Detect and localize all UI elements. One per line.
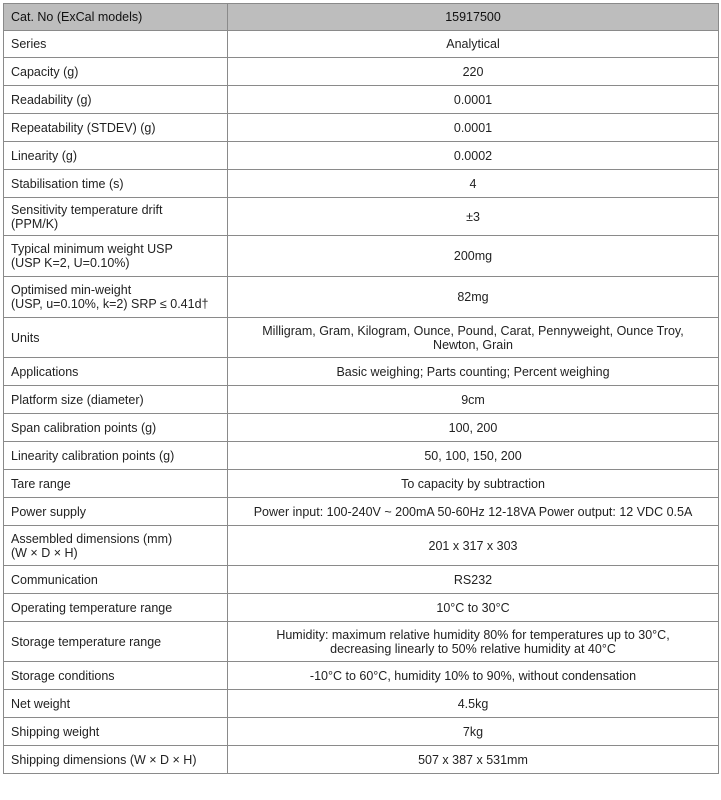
row-value: 200mg	[228, 236, 719, 277]
table-row	[4, 142, 719, 170]
row-value: To capacity by subtraction	[228, 470, 719, 498]
specifications-table	[3, 3, 719, 774]
row-label: Storage temperature range	[4, 622, 228, 662]
row-label: Sensitivity temperature drift (PPM/K)	[4, 198, 228, 236]
row-label: Tare range	[4, 470, 228, 498]
row-label: Units	[4, 318, 228, 358]
row-value: 0.0001	[228, 86, 719, 114]
row-label: Linearity calibration points (g)	[4, 442, 228, 470]
row-label: Applications	[4, 358, 228, 386]
row-label: Capacity (g)	[4, 58, 228, 86]
row-label: Operating temperature range	[4, 594, 228, 622]
table-row	[4, 526, 719, 566]
table-header-row	[4, 4, 719, 31]
row-value: Milligram, Gram, Kilogram, Ounce, Pound, Carat, Pennyweight, Ounce Troy, Newton, Grain	[228, 318, 719, 358]
row-label: Stabilisation time (s)	[4, 170, 228, 198]
row-value: Power input: 100-240V ~ 200mA 50-60Hz 12-18VA Power output: 12 VDC 0.5A	[228, 498, 719, 526]
table-row	[4, 198, 719, 236]
row-value: 50, 100, 150, 200	[228, 442, 719, 470]
row-value: Humidity: maximum relative humidity 80% for temperatures up to 30°C, decreasing linearly to 50% relative humidity at 40°C	[228, 622, 719, 662]
table-row	[4, 718, 719, 746]
row-label: Span calibration points (g)	[4, 414, 228, 442]
row-label: Repeatability (STDEV) (g)	[4, 114, 228, 142]
row-value: 7kg	[228, 718, 719, 746]
header-label-cell: Cat. No (ExCal models)	[4, 4, 228, 31]
row-value: 0.0002	[228, 142, 719, 170]
row-label: Net weight	[4, 690, 228, 718]
row-value: 82mg	[228, 277, 719, 318]
table-row	[4, 358, 719, 386]
row-value: Analytical	[228, 31, 719, 58]
table-row	[4, 170, 719, 198]
row-label: Platform size (diameter)	[4, 386, 228, 414]
row-label: Storage conditions	[4, 662, 228, 690]
table-body	[4, 31, 719, 774]
row-label: Shipping weight	[4, 718, 228, 746]
row-value: 220	[228, 58, 719, 86]
row-value: 10°C to 30°C	[228, 594, 719, 622]
row-value: 4.5kg	[228, 690, 719, 718]
table-row	[4, 386, 719, 414]
table-row	[4, 566, 719, 594]
table-row	[4, 746, 719, 774]
row-value: Basic weighing; Parts counting; Percent weighing	[228, 358, 719, 386]
row-label: Optimised min-weight (USP, u=0.10%, k=2) SRP ≤ 0.41d†	[4, 277, 228, 318]
table-row	[4, 114, 719, 142]
row-value: 201 x 317 x 303	[228, 526, 719, 566]
table-row	[4, 662, 719, 690]
table-row	[4, 58, 719, 86]
table-row	[4, 470, 719, 498]
row-value: 100, 200	[228, 414, 719, 442]
table-row	[4, 414, 719, 442]
table-row	[4, 86, 719, 114]
table-row	[4, 690, 719, 718]
row-label: Typical minimum weight USP (USP K=2, U=0.10%)	[4, 236, 228, 277]
row-label: Linearity (g)	[4, 142, 228, 170]
row-value: 4	[228, 170, 719, 198]
row-value: 0.0001	[228, 114, 719, 142]
row-label: Assembled dimensions (mm) (W × D × H)	[4, 526, 228, 566]
row-value: ±3	[228, 198, 719, 236]
row-label: Power supply	[4, 498, 228, 526]
row-value: -10°C to 60°C, humidity 10% to 90%, without condensation	[228, 662, 719, 690]
row-label: Readability (g)	[4, 86, 228, 114]
table-row	[4, 442, 719, 470]
row-label: Shipping dimensions (W × D × H)	[4, 746, 228, 774]
row-value: 507 x 387 x 531mm	[228, 746, 719, 774]
table-row	[4, 594, 719, 622]
table-row	[4, 318, 719, 358]
header-value-cell: 15917500	[228, 4, 719, 31]
table-row	[4, 622, 719, 662]
row-value: 9cm	[228, 386, 719, 414]
table-row	[4, 31, 719, 58]
table-row	[4, 277, 719, 318]
table-row	[4, 498, 719, 526]
row-label: Series	[4, 31, 228, 58]
table-row	[4, 236, 719, 277]
row-value: RS232	[228, 566, 719, 594]
row-label: Communication	[4, 566, 228, 594]
